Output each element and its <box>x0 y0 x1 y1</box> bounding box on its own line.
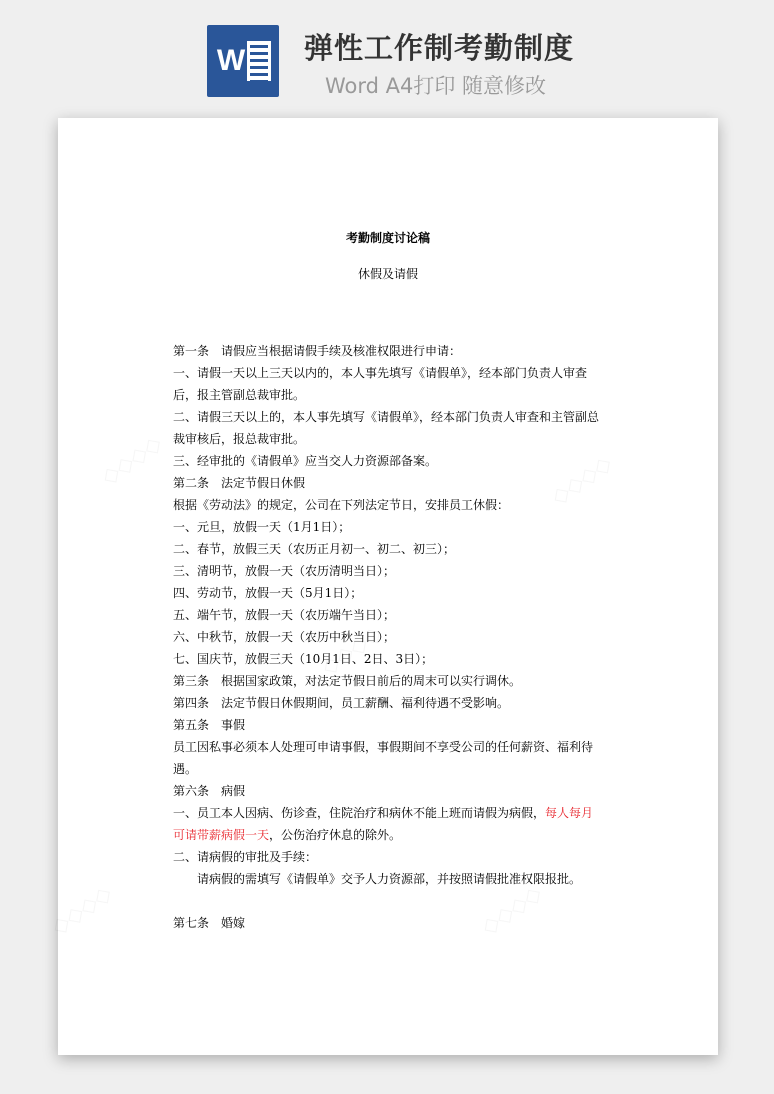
holiday-item: 三、清明节，放假一天（农历清明当日）； <box>173 564 396 578</box>
article-2-intro: 根据《劳动法》的规定，公司在下列法定节日，安排员工休假： <box>173 498 510 512</box>
holiday-item: 二、春节，放假三天（农历正月初一、初二、初三）； <box>173 542 456 556</box>
article-3: 第三条 根据国家政策，对法定节假日前后的周末可以实行调休。 <box>173 674 522 688</box>
article-2-heading: 第二条 法定节假日休假 <box>173 476 306 490</box>
word-icon-letter: W <box>216 44 246 77</box>
banner-subtitle: Word A4打印 随意修改 <box>325 74 547 98</box>
header-banner <box>0 0 774 118</box>
watermark <box>47 881 117 940</box>
banner-title: 弹性工作制考勤制度 <box>304 31 575 65</box>
document-body <box>173 340 605 934</box>
document-lines-icon <box>247 41 271 81</box>
article-4: 第四条 法定节假日休假期间，员工薪酬、福利待遇不受影响。 <box>173 696 510 710</box>
sick-leave-item-1 <box>173 802 605 846</box>
word-icon <box>207 25 279 97</box>
sick-leave-item-2-detail: 请病假的需填写《请假单》交予人力资源部，并按照请假批准权限报批。 <box>197 872 582 886</box>
article-1-heading: 第一条 请假应当根据请假手续及核准权限进行申请： <box>173 344 462 358</box>
sick-leave-highlight: 每人每月可请带薪病假一天 <box>173 806 594 842</box>
holiday-item: 一、元旦，放假一天（1月1日）； <box>173 520 351 534</box>
article-5-heading: 第五条 事假 <box>173 718 246 732</box>
paragraph-gap <box>173 890 605 912</box>
article-1-item-1: 一、请假一天以上三天以内的，本人事先填写《请假单》，经本部门负责人审查后，报主管副总裁审批。 <box>173 366 588 402</box>
article-1-item-2: 二、请假三天以上的，本人事先填写《请假单》，经本部门负责人审查和主管副总裁审核后，报总裁审批。 <box>173 410 600 446</box>
holiday-item: 五、端午节，放假一天（农历端午当日）； <box>173 608 396 622</box>
sick-leave-text-end: ，公伤治疗休息的除外。 <box>269 828 402 842</box>
article-7-heading: 第七条 婚嫁 <box>173 916 246 930</box>
sick-leave-item-2: 二、请病假的审批及手续： <box>173 850 318 864</box>
article-6-heading: 第六条 病假 <box>173 784 246 798</box>
watermark <box>97 431 167 490</box>
sick-leave-text: 一、员工本人因病、伤诊查，住院治疗和病休不能上班而请假为病假， <box>173 806 546 820</box>
holiday-item: 六、中秋节，放假一天（农历中秋当日）； <box>173 630 396 644</box>
article-1-item-3: 三、经审批的《请假单》应当交人力资源部备案。 <box>173 454 438 468</box>
article-5-body: 员工因私事必须本人处理可申请事假，事假期间不享受公司的任何薪资、福利待遇。 <box>173 740 594 776</box>
holiday-item: 七、国庆节，放假三天（10月1日、2日、3日）； <box>173 652 434 666</box>
document-subtitle: 休假及请假 <box>357 267 418 281</box>
holiday-item: 四、劳动节，放假一天（5月1日）； <box>173 586 363 600</box>
document-page <box>58 118 718 1055</box>
document-title: 考勤制度讨论稿 <box>345 231 430 245</box>
